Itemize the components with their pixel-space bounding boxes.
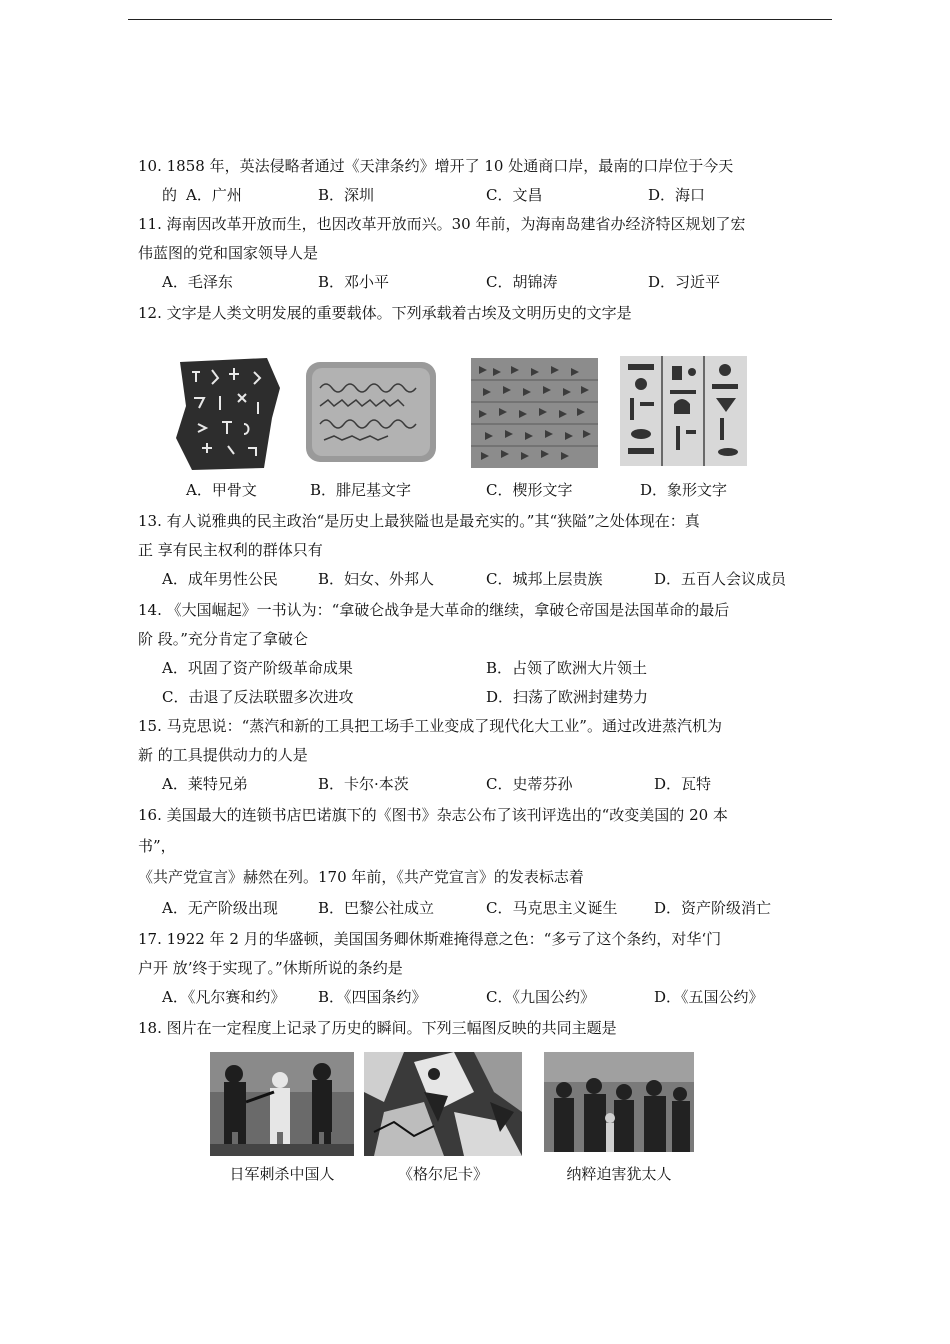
q12-option-a[interactable]: A．甲骨文 [186, 481, 257, 499]
q14-option-c[interactable]: C．击退了反法联盟多次进攻 [162, 688, 354, 706]
q15-option-b[interactable]: B．卡尔·本茨 [318, 775, 409, 793]
q16-option-c[interactable]: C．马克思主义诞生 [486, 899, 618, 917]
q16-option-d[interactable]: D．资产阶级消亡 [654, 899, 772, 917]
q11-option-c[interactable]: C．胡锦涛 [486, 273, 558, 291]
q13-option-c[interactable]: C．城邦上层贵族 [486, 570, 603, 588]
q17-option-c[interactable]: C．《九国公约》 [486, 988, 595, 1006]
q18-stem-line-1: 18. 图片在一定程度上记录了历史的瞬间。下列三幅图反映的共同主题是 [138, 1019, 617, 1037]
q14-option-d[interactable]: D．扫荡了欧洲封建势力 [486, 688, 649, 706]
q18-caption-1: 日军刺杀中国人 [229, 1165, 335, 1183]
q16-stem-line-1: 16. 美国最大的连锁书店巴诺旗下的《图书》杂志公布了该刊评选出的“改变美国的 20 本 [138, 806, 728, 824]
q17-option-d[interactable]: D．《五国公约》 [654, 988, 764, 1006]
q17-option-b[interactable]: B．《四国条约》 [318, 988, 427, 1006]
q11-option-b[interactable]: B．邓小平 [318, 273, 390, 291]
q16-option-a[interactable]: A．无产阶级出现 [162, 899, 278, 917]
q15-option-c[interactable]: C．史蒂芬孙 [486, 775, 573, 793]
q15-stem-line-1: 15. 马克思说：“蒸汽和新的工具把工场手工业变成了现代化大工业”。通过改进蒸汽机为 [138, 717, 722, 735]
q13-stem-line-1: 13. 有人说雅典的民主政治“是历史上最狭隘也是最充实的。”其“狭隘”之处体现在：真 [138, 512, 700, 530]
phoenician-script-image [304, 358, 438, 466]
q12-option-b[interactable]: B．腓尼基文字 [310, 481, 412, 499]
q12-option-d[interactable]: D．象形文字 [640, 481, 728, 499]
guernica-painting [364, 1052, 522, 1156]
cuneiform-image [471, 358, 598, 468]
q13-stem-line-2: 正 享有民主权利的群体只有 [138, 541, 323, 559]
q11-option-a[interactable]: A．毛泽东 [162, 273, 233, 291]
q14-option-b[interactable]: B．占领了欧洲大片领土 [486, 659, 648, 677]
q10-option-b[interactable]: B．深圳 [318, 186, 375, 204]
q17-option-a[interactable]: A．《凡尔赛和约》 [162, 988, 286, 1006]
q10-stem-line-1: 10. 1858 年，英法侵略者通过《天津条约》增开了 10 处通商口岸，最南的口岸位于今天 [138, 157, 734, 175]
q14-stem-line-2: 阶 段。”充分肯定了拿破仑 [138, 630, 308, 648]
q15-stem-line-2: 新 的工具提供动力的人是 [138, 746, 308, 764]
q17-stem-line-2: 户开 放’终于实现了。”休斯所说的条约是 [138, 959, 403, 977]
q15-option-d[interactable]: D．瓦特 [654, 775, 712, 793]
q14-option-a[interactable]: A．巩固了资产阶级革命成果 [162, 659, 353, 677]
q13-option-a[interactable]: A．成年男性公民 [162, 570, 278, 588]
q10-option-d[interactable]: D．海口 [648, 186, 706, 204]
q12-option-c[interactable]: C．楔形文字 [486, 481, 573, 499]
q16-stem-line-3: 《共产党宣言》赫然在列。170 年前，《共产党宣言》的发表标志着 [138, 868, 584, 886]
q12-stem-line-1: 12. 文字是人类文明发展的重要载体。下列承载着古埃及文明历史的文字是 [138, 304, 632, 322]
nazi-persecution-photo [544, 1052, 694, 1152]
q16-option-b[interactable]: B．巴黎公社成立 [318, 899, 435, 917]
oracle-bone-script-image [172, 358, 282, 471]
hieroglyph-image [620, 356, 747, 466]
q15-option-a[interactable]: A．莱特兄弟 [162, 775, 248, 793]
q17-stem-line-1: 17. 1922 年 2 月的华盛顿，美国国务卿休斯难掩得意之色：“多亏了这个条约，对华‘门 [138, 930, 722, 948]
q10-option-c[interactable]: C．文昌 [486, 186, 543, 204]
q18-caption-2: 《格尔尼卡》 [397, 1165, 488, 1183]
japanese-army-photo [210, 1052, 354, 1156]
q13-option-b[interactable]: B．妇女、外邦人 [318, 570, 435, 588]
q11-stem-line-2: 伟蓝图的党和国家领导人是 [138, 244, 319, 262]
q14-stem-line-1: 14. 《大国崛起》一书认为：“拿破仑战争是大革命的继续，拿破仑帝国是法国革命的最后 [138, 601, 730, 619]
q10-option-a[interactable]: A．广州 [186, 186, 242, 204]
header-rule [128, 19, 832, 20]
q10-stem-line-2: 的 [162, 186, 178, 204]
q11-stem-line-1: 11. 海南因改革开放而生，也因改革开放而兴。30 年前，为海南岛建省办经济特区规划了宏 [138, 215, 746, 233]
q16-stem-line-2: 书”， [138, 837, 176, 855]
q18-caption-3: 纳粹迫害犹太人 [566, 1165, 672, 1183]
q13-option-d[interactable]: D．五百人会议成员 [654, 570, 787, 588]
q11-option-d[interactable]: D．习近平 [648, 273, 721, 291]
